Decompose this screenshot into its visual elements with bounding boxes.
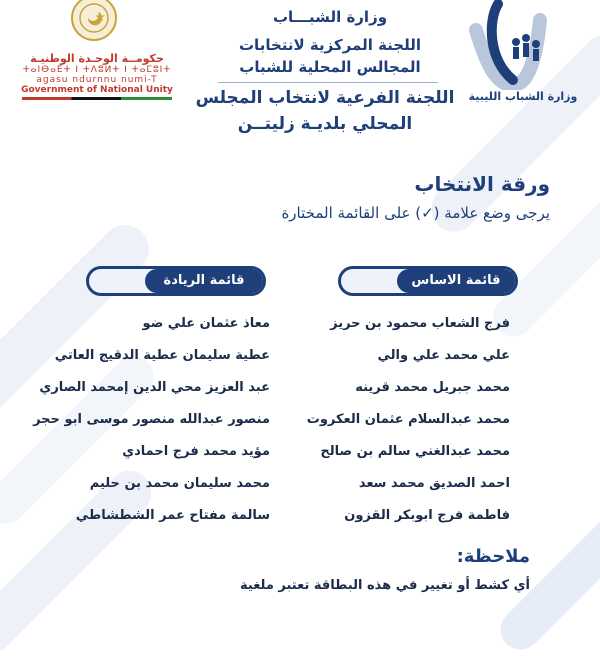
candidates-riyada bbox=[33, 308, 270, 532]
central-committee: اللجنة المركزية لانتخابات bbox=[238, 36, 422, 54]
list-name-asas: قائمة الاساس bbox=[397, 269, 515, 293]
header-divider bbox=[218, 82, 438, 83]
note-text: أي كشط أو تغيير في هذه البطاقة تعتبر ملغية bbox=[240, 578, 530, 593]
candidate: محمد عبدالسلام عثمان العكروت bbox=[306, 412, 510, 427]
flag-stripe bbox=[22, 97, 172, 100]
candidate: احمد الصديق محمد سعد bbox=[358, 476, 510, 491]
note-heading: ملاحظة: bbox=[456, 546, 530, 567]
government-latin: agasu ndurnnu numi-T bbox=[36, 75, 158, 85]
candidate: مؤيد محمد فرج احمادي bbox=[122, 444, 270, 459]
candidate: محمد جبريل محمد قرينه bbox=[355, 380, 510, 395]
government-block bbox=[12, 52, 182, 100]
list-pill-asas[interactable] bbox=[338, 266, 518, 296]
ministry-logo bbox=[458, 0, 558, 90]
candidate: محمد سليمان محمد بن حليم bbox=[89, 476, 270, 491]
sub-committee: اللجنة الفرعية لانتخاب المجلس bbox=[195, 88, 455, 108]
candidate: فاطمة فرج ابوبكر القزون bbox=[344, 508, 510, 523]
list-name-riyada: قائمة الريادة bbox=[145, 269, 263, 293]
central-committee-line2: المجالس المحلية للشباب bbox=[239, 58, 421, 76]
candidate: فرج الشعاب محمود بن حريز bbox=[330, 316, 510, 331]
sub-committee-line2: المحلي بلديـة زليتــن bbox=[237, 114, 413, 134]
ballot-title: ورقة الانتخاب bbox=[414, 172, 550, 196]
candidate: سالمة مفتاح عمر الشطشاطي bbox=[75, 508, 270, 523]
list-pill-riyada[interactable] bbox=[86, 266, 266, 296]
candidate: محمد عبدالغني سالم بن صالح bbox=[320, 444, 510, 459]
candidates-asas bbox=[307, 308, 510, 532]
candidate: عطية سليمان عطية الدقيج العاتي bbox=[54, 348, 270, 363]
government-arabic: حكومــة الوحـدة الوطنيـة bbox=[30, 52, 164, 65]
government-emblem bbox=[58, 0, 130, 50]
ballot-instruction: يرجى وضع علامة (✓) على القائمة المختارة bbox=[281, 204, 550, 222]
government-english: Government of National Unity bbox=[21, 85, 173, 95]
ministry-logo-label: وزارة الشباب الليبية bbox=[468, 90, 578, 103]
candidate: معاذ عثمان علي ضو bbox=[142, 316, 270, 331]
candidate: علي محمد علي والي bbox=[377, 348, 510, 363]
candidate: عبد العزيز محي الدين إمحمد الصاري bbox=[39, 380, 270, 395]
candidate: منصور عبدالله منصور موسى ابو حجر bbox=[33, 412, 270, 427]
ministry-name: وزارة الشبـــاب bbox=[272, 8, 388, 26]
government-tifinagh: ⵜⴰⵏⴱⴰⴹⵜ ⵏ ⵜⴷⵓⵍⵜ ⵏ ⵜⴰⵎⵓⵏⵜ bbox=[22, 65, 172, 75]
